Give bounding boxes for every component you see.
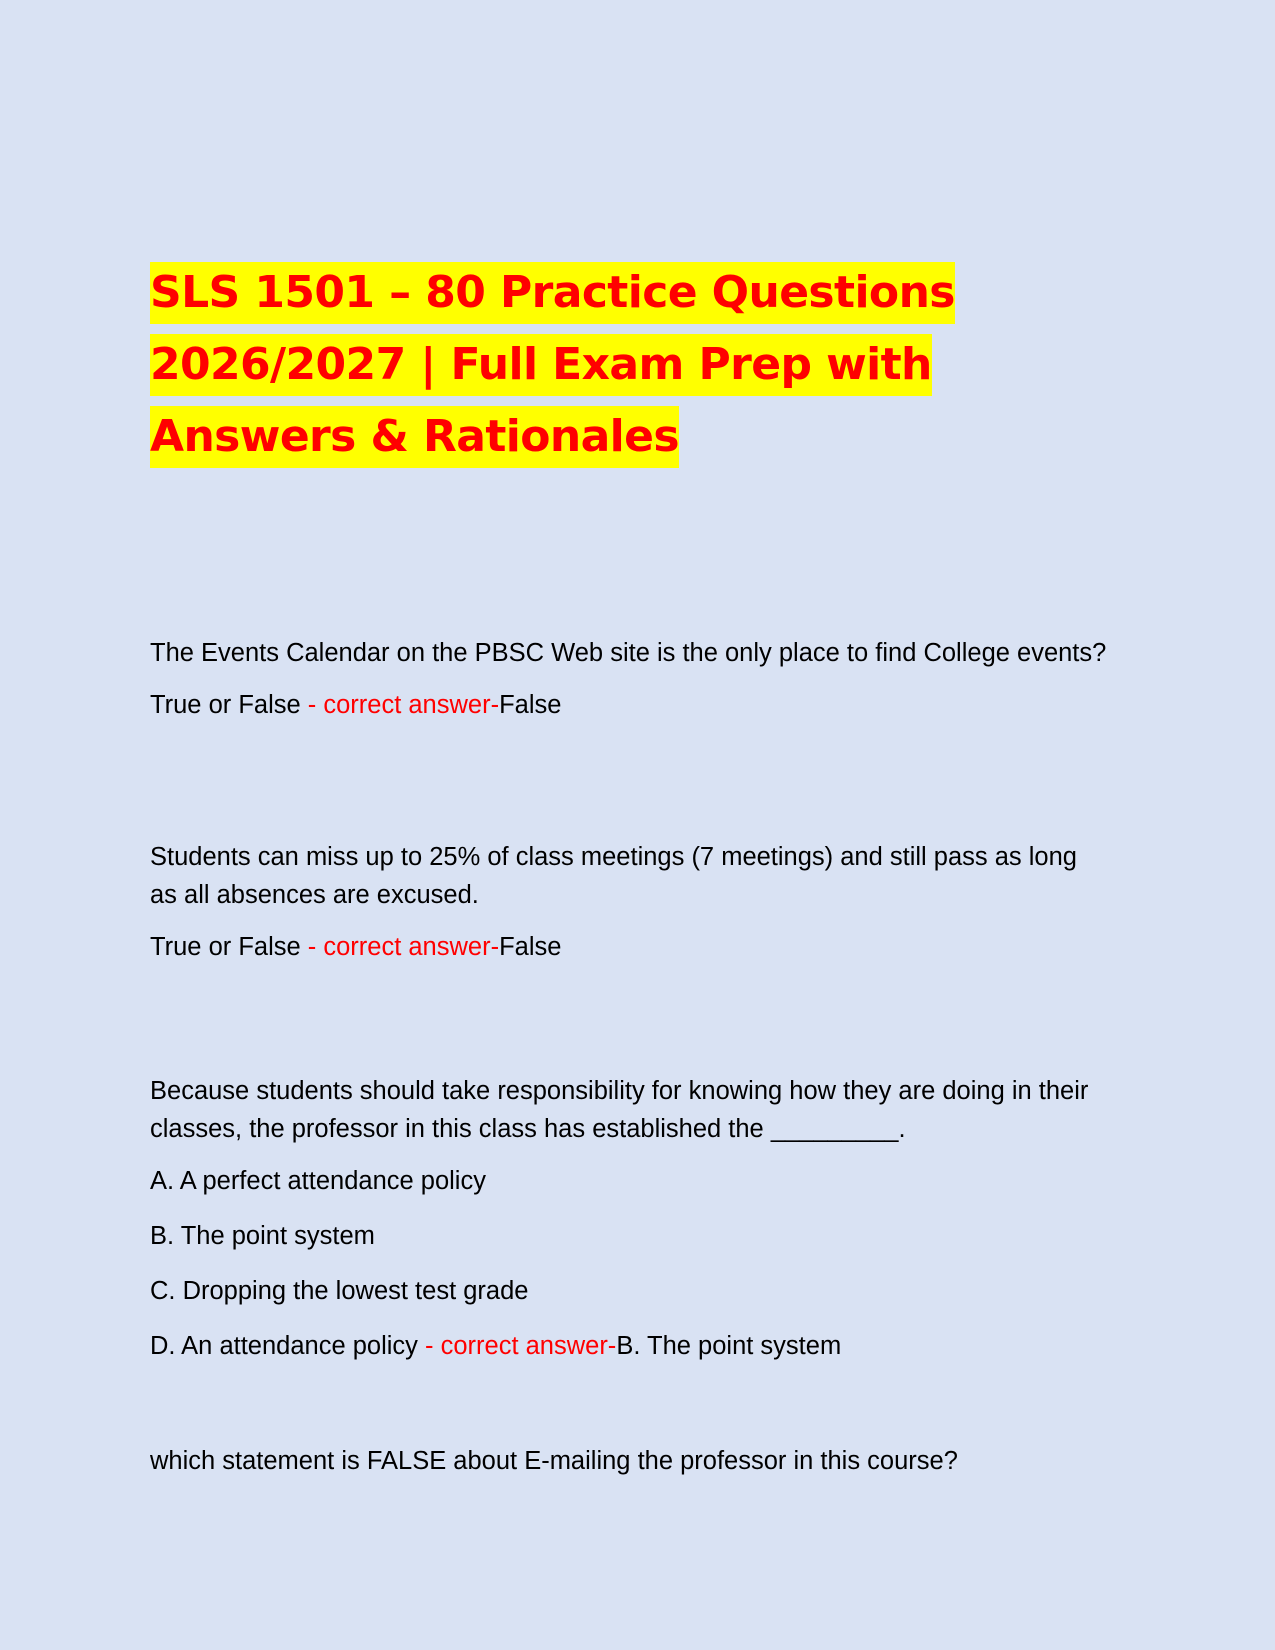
question-text: Students can miss up to 25% of class meetings (7 meetings) and still pass as long as all absences are excused.	[150, 843, 1077, 909]
question-4	[150, 1442, 1110, 1480]
answer-value: B. The point system	[616, 1332, 842, 1360]
answer-value: False	[499, 933, 562, 961]
document-page	[150, 0, 1110, 1650]
question-1	[150, 634, 1110, 724]
title-highlight: SLS 1501 – 80 Practice Questions 2026/2027 | Full Exam Prep with Answers & Rationales	[150, 262, 955, 468]
answer-prompt: True or False	[150, 691, 308, 719]
answer-prompt: True or False	[150, 933, 308, 961]
option-d-answer-line	[150, 1327, 1110, 1365]
question-text: which statement is FALSE about E-mailing the professor in this course?	[150, 1447, 958, 1475]
question-text: Because students should take responsibility for knowing how they are doing in their classes, the professor in this class has established the _________.	[150, 1077, 1089, 1143]
question-3	[150, 1072, 1110, 1365]
answer-line	[150, 686, 1110, 724]
correct-answer-marker: - correct answer-	[307, 691, 500, 719]
question-text: The Events Calendar on the PBSC Web site is the only place to find College events?	[150, 639, 1107, 667]
document-title	[150, 257, 1110, 473]
correct-answer-marker: - correct answer-	[425, 1332, 617, 1360]
option-a: A. A perfect attendance policy	[150, 1167, 486, 1195]
option-c: C. Dropping the lowest test grade	[150, 1277, 529, 1305]
answer-value: False	[499, 691, 562, 719]
option-d: D. An attendance policy	[150, 1332, 426, 1360]
option-b: B. The point system	[150, 1222, 375, 1250]
answer-line	[150, 928, 1110, 966]
correct-answer-marker: - correct answer-	[307, 933, 500, 961]
question-2	[150, 838, 1110, 966]
